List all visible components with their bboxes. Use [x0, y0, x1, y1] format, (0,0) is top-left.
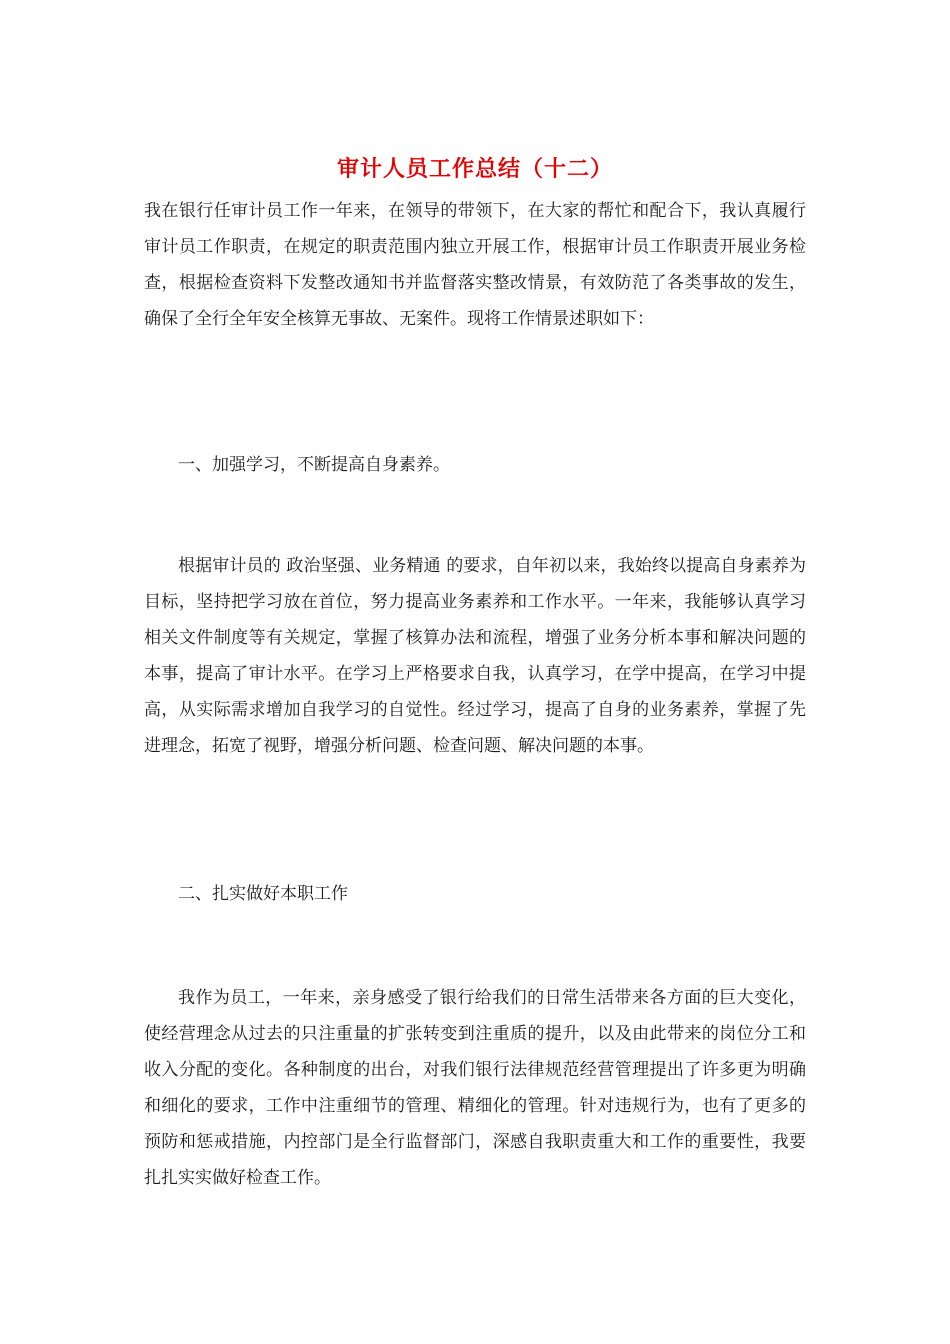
section-2-body: 我作为员工，一年来，亲身感受了银行给我们的日常生活带来各方面的巨大变化，使经营理念从过去的只注重量的扩张转变到注重质的提升，以及由此带来的岗位分工和收入分配的变化。各种制度的出台，对我们银行法律规范经营管理提出了许多更为明确和细化的要求，工作中注重细节的管理、精细化的管理。针对违规行为，也有了更多的预防和惩戒措施，内控部门是全行监督部门，深感自我职责重大和工作的重要性，我要扎扎实实做好检查工作。 [144, 988, 806, 1188]
section-1-body: 根据审计员的 政治坚强、业务精通 的要求，自年初以来，我始终以提高自身素养为目标，坚持把学习放在首位，努力提高业务素养和工作水平。一年来，我能够认真学习相关文件制度等有关规定，掌握了核算办法和流程，增强了业务分析本事和解决问题的本事，提高了审计水平。在学习上严格要求自我，认真学习，在学中提高，在学习中提高，从实际需求增加自我学习的自觉性。经过学习，提高了自身的业务素养，掌握了先进理念，拓宽了视野，增强分析问题、检查问题、解决问题的本事。 [144, 556, 806, 756]
document-title: 审计人员工作总结（十二） [336, 156, 613, 182]
section-2-heading: 二、扎实做好本职工作 [178, 884, 348, 904]
intro-paragraph: 我在银行任审计员工作一年来，在领导的带领下，在大家的帮忙和配合下，我认真履行审计员工作职责，在规定的职责范围内独立开展工作，根据审计员工作职责开展业务检查，根据检查资料下发整改通知书并监督落实整改情景，有效防范了各类事故的发生，确保了全行全年安全核算无事故、无案件。现将工作情景述职如下： [144, 201, 806, 329]
section-1-heading: 一、加强学习，不断提高自身素养。 [178, 455, 450, 475]
